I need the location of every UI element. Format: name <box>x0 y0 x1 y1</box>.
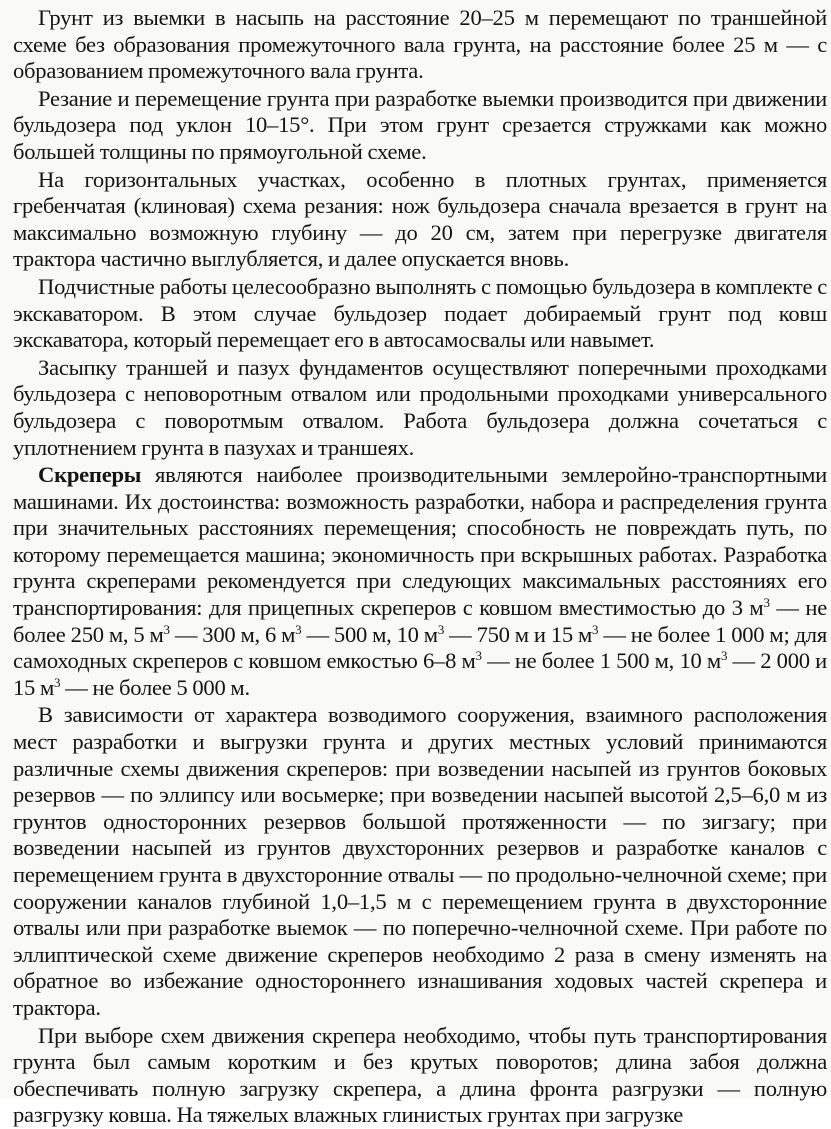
cubic-superscript: 3 <box>763 595 770 611</box>
cubic-superscript: 3 <box>54 674 61 690</box>
paragraph-cutting-downslope: Резание и перемещение грунта при разработке выемки производится при движении бульдозера под уклон 10–15°. При этом грунт срезается стружками как можно большей толщины по прямоугольной схеме. <box>13 85 827 164</box>
cubic-superscript: 3 <box>592 621 599 637</box>
cubic-superscript: 3 <box>437 621 445 637</box>
cubic-superscript: 3 <box>475 648 482 664</box>
scrapers-term: Скреперы <box>38 462 142 488</box>
paragraph-scheme-selection: При выборе схем движения скрепера необходимо, чтобы путь транспортирования грунта был самым коротким и без крутых поворотов; длина забоя должна обеспечивать полную загрузку скрепера, а длина фронта разгрузки — полную разгрузку ковша. На тяжелых влажных глинистых грунтах при загрузке <box>13 1022 827 1128</box>
paragraph-trench-scheme: Грунт из выемки в насыпь на расстояние 20–25 м перемещают по траншейной схеме без образования промежуточного вала грунта, на расстояние более 25 м — с образованием промежуточного вала грунта. <box>13 5 827 84</box>
paragraph-movement-schemes: В зависимости от характера возводимого сооружения, взаимного расположения мест разработки и выгрузки грунта и других местных условий принимаются различные схемы движения скреперов: при возведении насыпей из грунтов боковых резервов — по эллипсу или восьмерке; при возведении насыпей высотой 2,5–6,0 м из грунтов односторонних резервов большой протяженности — по зигзагу; при возведении насыпей из грунтов двухсторонних резервов и разработке каналов с перемещением грунта в двухсторонние отвалы — по продольно-челночной схеме; при сооружении каналов глубиной 1,0–1,5 м с перемещением грунта в двухсторонние отвалы или при разработке выемок — по поперечно-челночной схеме. При работе по эллиптической схеме движение скреперов необходимо 2 раза в смену изменять на обратное во избежание одностороннего изнашивания ходовых частей скрепера и трактора. <box>13 702 827 1020</box>
scrapers-text: являются наиболее производительными землеройно-транспортными машинами. Их достоинства: возможность разработки, набора и распределения грунта при значительных расстояниях перемещения; способность не повреждать путь, по которому перемещается машина; экономичность при вскрышных работах. Разработка грунта скреперами рекомендуется при следующих максимальных расстояниях его транспортирования: для прицепных скреперов с ковшом вместимостью до 3 $м^3$ — не более 250 м, 5 $м^3$ — 300 м, 6 $м^3$ — 500 м, 10 $м^3$ — 750 м и 15 $м^3$ — не более 1 000 м; для самоходных скреперов с ковшом емкостью 6–8 $м^3$ — не более 1 500 м, 10 $м^3$ — 2 000 и 15 $м^3$ — не более 5 000 м. <box>13 462 828 700</box>
paragraph-backfill: Засыпку траншей и пазух фундаментов осуществляют поперечными проходками бульдозера с неповоротным отвалом или продольными проходками универсального бульдозера с поворотмым отвалом. Работа бульдозера должна сочетаться с уплотнением грунта в пазухах и траншеях. <box>13 354 827 460</box>
paragraph-scrapers <box>13 462 827 701</box>
cubic-superscript: 3 <box>295 621 302 637</box>
paragraph-comb-cutting: На горизонтальных участках, особенно в плотных грунтах, применяется гребенчатая (клиновая) схема резания: нож бульдозера сначала врезается в грунт на максимально возможную глубину — до 20 см, затем при перегрузке двигателя трактора частично выглубляется, и далее опускается вновь. <box>13 166 827 272</box>
paragraph-cleanup-works: Подчистные работы целесообразно выполнять с помощью бульдозера в комплекте с экскаватором. В этом случае бульдозер подает добираемый грунт под ковш экскаватора, который перемещает его в автосамосвалы или навымет. <box>13 273 827 353</box>
cubic-superscript: 3 <box>163 621 170 637</box>
cubic-superscript: 3 <box>720 648 728 664</box>
